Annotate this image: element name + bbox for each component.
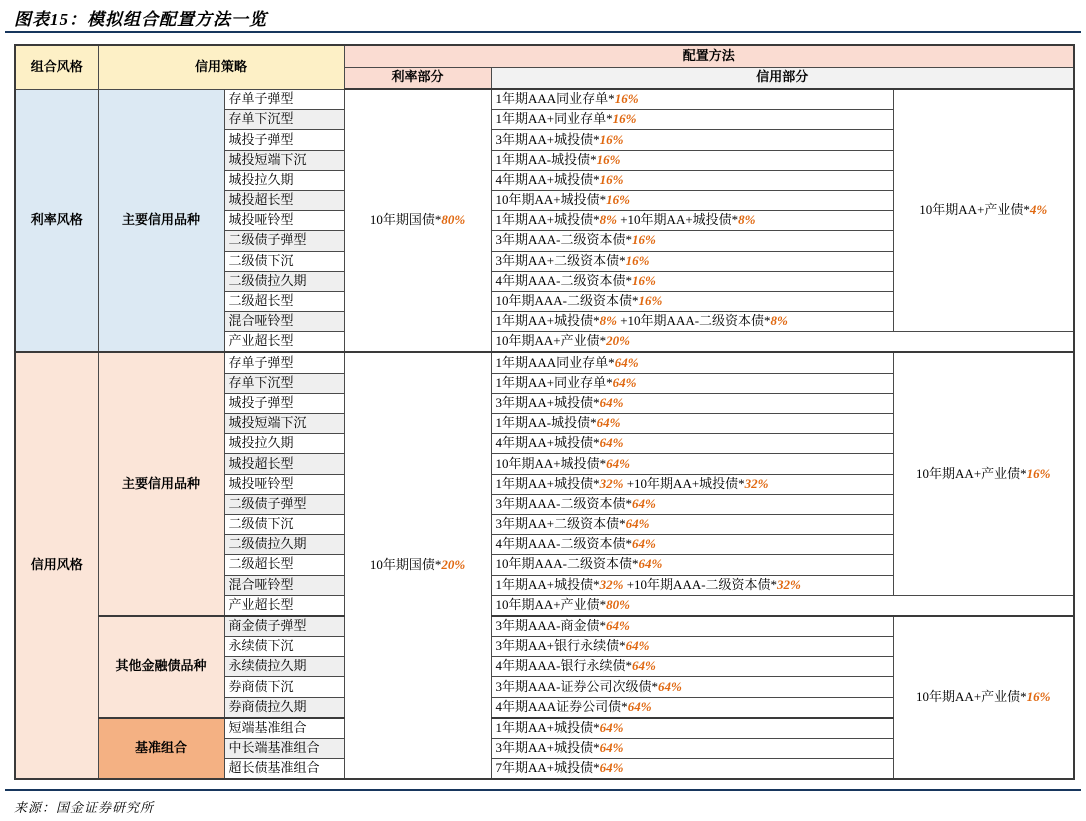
credit-cell: 1年期AA+城投债*8% +10年期AA+城投债*8% xyxy=(491,211,893,231)
strategy-cell: 中长端基准组合 xyxy=(224,739,344,759)
strategy-cell: 二级超长型 xyxy=(224,291,344,311)
table-row xyxy=(15,352,1074,373)
strategy-cell: 二级债子弹型 xyxy=(224,494,344,514)
credit-cell: 4年期AA+城投债*16% xyxy=(491,170,893,190)
strategy-cell: 二级债下沉 xyxy=(224,514,344,534)
strategy-cell: 城投拉久期 xyxy=(224,434,344,454)
credit-cell: 10年期AA+城投债*16% xyxy=(491,190,893,210)
strategy-cell: 券商债下沉 xyxy=(224,677,344,697)
credit-cell: 1年期AA-城投债*64% xyxy=(491,414,893,434)
strategy-cell: 存单下沉型 xyxy=(224,373,344,393)
header-allocation-method: 配置方法 xyxy=(344,45,1074,67)
title-divider xyxy=(5,31,1081,33)
table-row xyxy=(15,616,1074,637)
strategy-cell: 存单子弹型 xyxy=(224,89,344,110)
strategy-cell: 二级超长型 xyxy=(224,555,344,575)
group-cell: 主要信用品种 xyxy=(98,352,224,615)
credit-cell: 3年期AAA-证券公司次级债*64% xyxy=(491,677,893,697)
strategy-cell: 二级债子弹型 xyxy=(224,231,344,251)
credit-cell: 10年期AA+产业债*80% xyxy=(491,595,1074,616)
group-cell: 其他金融债品种 xyxy=(98,616,224,718)
header-credit-strategy: 信用策略 xyxy=(98,45,344,89)
credit-cell: 7年期AA+城投债*64% xyxy=(491,759,893,780)
strategy-cell: 短端基准组合 xyxy=(224,718,344,739)
credit-cell: 3年期AA+城投债*64% xyxy=(491,739,893,759)
credit-cell: 3年期AAA-二级资本债*64% xyxy=(491,494,893,514)
credit-cell: 1年期AA+城投债*8% +10年期AAA-二级资本债*8% xyxy=(491,312,893,332)
allocation-method-table xyxy=(14,44,1075,780)
table-row xyxy=(15,89,1074,110)
credit-cell: 4年期AAA-二级资本债*64% xyxy=(491,535,893,555)
strategy-cell: 产业超长型 xyxy=(224,595,344,616)
source-note: 来源：国金证券研究所 xyxy=(14,800,155,815)
credit-cell: 3年期AA+城投债*64% xyxy=(491,393,893,413)
strategy-cell: 城投短端下沉 xyxy=(224,414,344,434)
rate-cell: 10年期国债*20% xyxy=(344,352,491,779)
style-cell: 利率风格 xyxy=(15,89,98,352)
credit-cell: 3年期AAA-商金债*64% xyxy=(491,616,893,637)
strategy-cell: 城投超长型 xyxy=(224,454,344,474)
credit-cell: 4年期AA+城投债*64% xyxy=(491,434,893,454)
strategy-cell: 超长债基准组合 xyxy=(224,759,344,780)
strategy-cell: 永续债拉久期 xyxy=(224,657,344,677)
strategy-cell: 城投拉久期 xyxy=(224,170,344,190)
strategy-cell: 城投超长型 xyxy=(224,190,344,210)
strategy-cell: 存单下沉型 xyxy=(224,110,344,130)
credit-cell: 4年期AAA-二级资本债*16% xyxy=(491,271,893,291)
header-portfolio-style: 组合风格 xyxy=(15,45,98,89)
credit-cell: 10年期AAA-二级资本债*64% xyxy=(491,555,893,575)
footer-divider xyxy=(5,789,1081,791)
credit-cell: 10年期AA+产业债*20% xyxy=(491,332,1074,353)
credit-cell: 1年期AA+同业存单*16% xyxy=(491,110,893,130)
side-credit-cell: 10年期AA+产业债*4% xyxy=(893,89,1074,332)
credit-cell: 1年期AA+城投债*32% +10年期AA+城投债*32% xyxy=(491,474,893,494)
credit-cell: 1年期AAA同业存单*64% xyxy=(491,352,893,373)
strategy-cell: 二级债下沉 xyxy=(224,251,344,271)
credit-cell: 10年期AA+城投债*64% xyxy=(491,454,893,474)
credit-cell: 10年期AAA-二级资本债*16% xyxy=(491,291,893,311)
strategy-cell: 混合哑铃型 xyxy=(224,312,344,332)
rate-cell: 10年期国债*80% xyxy=(344,89,491,352)
strategy-cell: 券商债拉久期 xyxy=(224,697,344,718)
strategy-cell: 城投哑铃型 xyxy=(224,211,344,231)
strategy-cell: 城投哑铃型 xyxy=(224,474,344,494)
credit-cell: 3年期AA+银行永续债*64% xyxy=(491,637,893,657)
group-cell: 主要信用品种 xyxy=(98,89,224,352)
credit-cell: 1年期AA+城投债*64% xyxy=(491,718,893,739)
credit-cell: 1年期AAA同业存单*16% xyxy=(491,89,893,110)
figure-title: 图表15：模拟组合配置方法一览 xyxy=(14,10,267,29)
side-credit-cell: 10年期AA+产业债*16% xyxy=(893,616,1074,780)
style-cell: 信用风格 xyxy=(15,352,98,779)
credit-cell: 1年期AA-城投债*16% xyxy=(491,150,893,170)
strategy-cell: 存单子弹型 xyxy=(224,352,344,373)
strategy-cell: 二级债拉久期 xyxy=(224,271,344,291)
credit-cell: 3年期AA+城投债*16% xyxy=(491,130,893,150)
credit-cell: 3年期AA+二级资本债*64% xyxy=(491,514,893,534)
header-credit-part: 信用部分 xyxy=(491,67,1074,89)
strategy-cell: 城投子弹型 xyxy=(224,130,344,150)
credit-cell: 3年期AAA-二级资本债*16% xyxy=(491,231,893,251)
credit-cell: 4年期AAA-银行永续债*64% xyxy=(491,657,893,677)
group-cell: 基准组合 xyxy=(98,718,224,780)
strategy-cell: 二级债拉久期 xyxy=(224,535,344,555)
credit-cell: 3年期AA+二级资本债*16% xyxy=(491,251,893,271)
strategy-cell: 混合哑铃型 xyxy=(224,575,344,595)
side-credit-cell: 10年期AA+产业债*16% xyxy=(893,352,1074,595)
strategy-cell: 城投子弹型 xyxy=(224,393,344,413)
strategy-cell: 城投短端下沉 xyxy=(224,150,344,170)
credit-cell: 1年期AA+同业存单*64% xyxy=(491,373,893,393)
strategy-cell: 产业超长型 xyxy=(224,332,344,353)
strategy-cell: 永续债下沉 xyxy=(224,637,344,657)
strategy-cell: 商金债子弹型 xyxy=(224,616,344,637)
credit-cell: 4年期AAA证券公司债*64% xyxy=(491,697,893,718)
credit-cell: 1年期AA+城投债*32% +10年期AAA-二级资本债*32% xyxy=(491,575,893,595)
header-rate-part: 利率部分 xyxy=(344,67,491,89)
